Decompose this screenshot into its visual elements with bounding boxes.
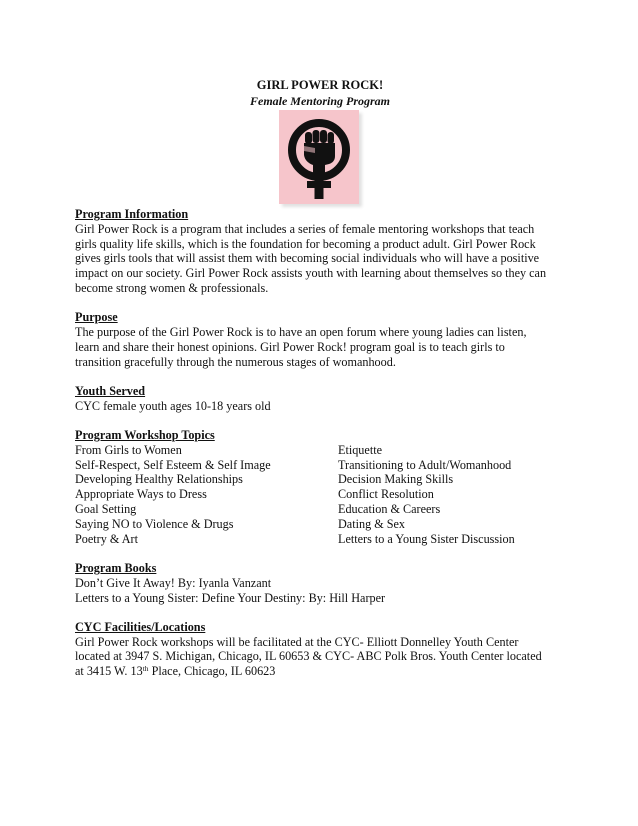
topic-item: Poetry & Art (75, 531, 138, 546)
topic-item: Dating & Sex (338, 516, 406, 531)
paragraph-line: CYC female youth ages 10-18 years old (75, 398, 271, 413)
topic-item: Letters to a Young Sister Discussion (338, 531, 515, 546)
paragraph-line: Girl Power Rock workshops will be facilitated at the CYC- Elliott Donnelley Youth Center (75, 634, 519, 649)
section-heading: Program Information (75, 207, 189, 221)
topic-item: Etiquette (338, 442, 382, 457)
logo (279, 110, 359, 204)
topic-item: Decision Making Skills (338, 472, 454, 487)
paragraph-line (75, 664, 575, 679)
address-text: at 3415 W. 13 (75, 664, 143, 679)
raised-fist-venus-symbol-icon (279, 110, 359, 204)
paragraph-line: learn and share their honest opinions. Girl Power Rock! program goal is to teach girls to (75, 339, 505, 354)
topics-list (75, 443, 575, 547)
topic-item: Saying NO to Violence & Drugs (75, 516, 234, 531)
section-workshop-topics (75, 428, 575, 546)
section-heading: CYC Facilities/Locations (75, 619, 206, 634)
section-heading: Program Books (75, 560, 157, 575)
document-title: GIRL POWER ROCK! (256, 78, 384, 92)
book-item: Don’t Give It Away! By: Iyanla Vanzant (75, 575, 272, 590)
topic-item: Education & Careers (338, 502, 441, 517)
paragraph-line: become strong women & professionals. (75, 280, 269, 295)
book-item: Letters to a Young Sister: Define Your Destiny: By: Hill Harper (75, 590, 386, 605)
paragraph-line: girls quality life skills, which is the foundation for becoming a product adult. Girl Power Rock (75, 236, 536, 251)
paragraph-line: Girl Power Rock is a program that includes a series of female mentoring workshops that teach (75, 221, 535, 236)
address-text: Place, Chicago, IL 60623 (148, 664, 276, 679)
section-youth-served (75, 384, 575, 414)
topic-item: Self-Respect, Self Esteem & Self Image (75, 457, 271, 472)
topic-item: Appropriate Ways to Dress (75, 487, 207, 502)
paragraph-line: located at 3947 S. Michigan, Chicago, IL 60653 & CYC- ABC Polk Bros. Youth Center located (75, 649, 542, 664)
section-heading: Purpose (75, 310, 118, 325)
section-program-information (75, 207, 575, 296)
section-heading: Program Workshop Topics (75, 428, 215, 443)
document-subtitle: Female Mentoring Program (249, 94, 390, 108)
paragraph-line: The purpose of the Girl Power Rock is to have an open forum where young ladies can listen, (75, 325, 527, 340)
topic-item: Conflict Resolution (338, 487, 434, 502)
paragraph-line: transition gracefully through the numerous stages of womanhood. (75, 354, 396, 369)
document-body (75, 207, 575, 694)
title-block (0, 77, 638, 109)
paragraph-line: impact on our society. Girl Power Rock assists youth with learning about themselves so they can (75, 266, 547, 281)
section-purpose (75, 310, 575, 369)
topic-item: From Girls to Women (75, 442, 182, 457)
ordinal-suffix: th (142, 664, 149, 674)
paragraph-line: gives girls tools that will assist them with becoming social individuals who will have a positive (75, 251, 540, 266)
section-heading: Youth Served (75, 383, 146, 398)
section-program-books (75, 561, 575, 605)
topic-item: Developing Healthy Relationships (75, 472, 243, 487)
topic-item: Transitioning to Adult/Womanhood (338, 457, 512, 472)
topic-item: Goal Setting (75, 502, 137, 517)
section-facilities (75, 620, 575, 679)
